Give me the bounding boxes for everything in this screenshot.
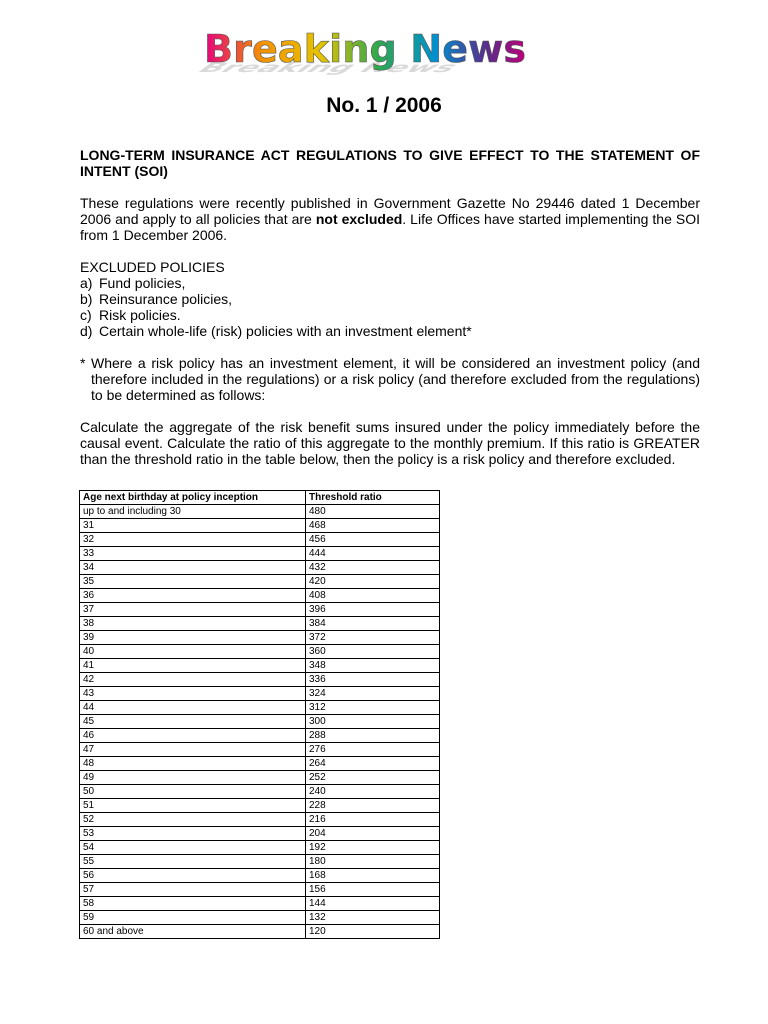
age-cell: 40: [80, 645, 306, 659]
table-row: [80, 925, 440, 939]
ratio-cell: 456: [306, 533, 440, 547]
age-cell: 54: [80, 841, 306, 855]
table-row: [80, 785, 440, 799]
table-row: [80, 911, 440, 925]
ratio-cell: 264: [306, 757, 440, 771]
age-cell: 41: [80, 659, 306, 673]
table-row: [80, 645, 440, 659]
age-cell: 59: [80, 911, 306, 925]
footnote-text: Where a risk policy has an investment element, it will be considered an investment policy (and therefore included in the regulations) or a risk policy (and therefore excluded from the regulations) to be determined as follows:: [91, 355, 700, 403]
table-row: [80, 575, 440, 589]
age-cell: 50: [80, 785, 306, 799]
ratio-cell: 300: [306, 715, 440, 729]
age-cell: 48: [80, 757, 306, 771]
age-cell: up to and including 30: [80, 505, 306, 519]
age-cell: 47: [80, 743, 306, 757]
table-row: [80, 897, 440, 911]
list-text: Certain whole-life (risk) policies with an investment element*: [99, 323, 472, 339]
age-cell: 45: [80, 715, 306, 729]
table-row: [80, 561, 440, 575]
ratio-cell: 384: [306, 617, 440, 631]
age-cell: 52: [80, 813, 306, 827]
list-item: [80, 323, 700, 339]
ratio-cell: 348: [306, 659, 440, 673]
table-header-row: [80, 491, 440, 505]
ratio-cell: 120: [306, 925, 440, 939]
age-cell: 55: [80, 855, 306, 869]
footnote-marker: *: [80, 355, 86, 371]
table-row: [80, 547, 440, 561]
ratio-cell: 252: [306, 771, 440, 785]
article-heading: LONG-TERM INSURANCE ACT REGULATIONS TO GIVE EFFECT TO THE STATEMENT OF INTENT (SOI): [80, 147, 700, 179]
ratio-cell: 288: [306, 729, 440, 743]
age-cell: 31: [80, 519, 306, 533]
ratio-cell: 480: [306, 505, 440, 519]
table-row: [80, 533, 440, 547]
age-cell: 33: [80, 547, 306, 561]
age-cell: 53: [80, 827, 306, 841]
list-item: [80, 275, 700, 291]
ratio-cell: 420: [306, 575, 440, 589]
table-row: [80, 729, 440, 743]
table-row: [80, 757, 440, 771]
table-row: [80, 743, 440, 757]
ratio-cell: 396: [306, 603, 440, 617]
ratio-cell: 360: [306, 645, 440, 659]
age-cell: 60 and above: [80, 925, 306, 939]
list-marker: d): [80, 323, 93, 339]
ratio-cell: 192: [306, 841, 440, 855]
age-cell: 49: [80, 771, 306, 785]
intro-text-2: . Life Offices have started implementing the SOI from 1 December 2006.: [80, 211, 700, 243]
ratio-cell: 168: [306, 869, 440, 883]
intro-paragraph: [80, 195, 700, 243]
ratio-cell: 228: [306, 799, 440, 813]
table-row: [80, 799, 440, 813]
age-cell: 35: [80, 575, 306, 589]
age-cell: 44: [80, 701, 306, 715]
age-cell: 38: [80, 617, 306, 631]
ratio-cell: 336: [306, 673, 440, 687]
age-cell: 32: [80, 533, 306, 547]
logo-text: Breaking News: [204, 28, 526, 71]
table-row: [80, 869, 440, 883]
table-row: [80, 589, 440, 603]
age-cell: 39: [80, 631, 306, 645]
header-age: Age next birthday at policy inception: [80, 491, 306, 505]
table-row: [80, 631, 440, 645]
table-row: [80, 771, 440, 785]
ratio-cell: 180: [306, 855, 440, 869]
ratio-cell: 468: [306, 519, 440, 533]
age-cell: 57: [80, 883, 306, 897]
table-row: [80, 617, 440, 631]
age-cell: 42: [80, 673, 306, 687]
table-row: [80, 855, 440, 869]
list-marker: a): [80, 275, 93, 291]
age-cell: 46: [80, 729, 306, 743]
ratio-cell: 444: [306, 547, 440, 561]
table-row: [80, 715, 440, 729]
breaking-news-logo: [190, 28, 540, 88]
article-body: [80, 147, 700, 467]
age-cell: 56: [80, 869, 306, 883]
table-row: [80, 827, 440, 841]
table-body: [80, 505, 440, 939]
ratio-cell: 276: [306, 743, 440, 757]
logo-shadow: Breaking News: [191, 59, 465, 76]
age-cell: 34: [80, 561, 306, 575]
ratio-cell: 132: [306, 911, 440, 925]
intro-text-1: These regulations were recently published in Government Gazette No 29446 dated 1 December 2006 and apply to all policies that are: [80, 195, 700, 227]
list-text: Risk policies.: [99, 307, 181, 323]
table-row: [80, 883, 440, 897]
ratio-cell: 216: [306, 813, 440, 827]
excluded-list: [80, 275, 700, 339]
ratio-cell: 312: [306, 701, 440, 715]
table-row: [80, 841, 440, 855]
list-item: [80, 291, 700, 307]
table-row: [80, 673, 440, 687]
ratio-cell: 156: [306, 883, 440, 897]
calculation-paragraph: Calculate the aggregate of the risk benefit sums insured under the policy immediately before the causal event. Calculate the ratio of this aggregate to the monthly premium. If this ratio is GREATER than the threshold ratio in the table below, then the policy is a risk policy and therefore excluded.: [80, 419, 700, 467]
age-cell: 51: [80, 799, 306, 813]
issue-number: No. 1 / 2006: [326, 94, 442, 117]
ratio-cell: 432: [306, 561, 440, 575]
footnote: [80, 355, 700, 403]
list-item: [80, 307, 700, 323]
table-row: [80, 701, 440, 715]
ratio-cell: 240: [306, 785, 440, 799]
list-marker: c): [80, 307, 92, 323]
table-row: [80, 519, 440, 533]
list-text: Reinsurance policies,: [99, 291, 233, 307]
ratio-cell: 372: [306, 631, 440, 645]
list-marker: b): [80, 291, 93, 307]
ratio-cell: 324: [306, 687, 440, 701]
header-threshold: Threshold ratio: [306, 491, 440, 505]
table-row: [80, 659, 440, 673]
age-cell: 36: [80, 589, 306, 603]
table-row: [80, 505, 440, 519]
table-row: [80, 813, 440, 827]
list-text: Fund policies,: [99, 275, 186, 291]
age-cell: 37: [80, 603, 306, 617]
table-row: [80, 687, 440, 701]
ratio-cell: 144: [306, 897, 440, 911]
age-cell: 58: [80, 897, 306, 911]
threshold-ratio-table: [79, 490, 440, 939]
table-row: [80, 603, 440, 617]
ratio-cell: 408: [306, 589, 440, 603]
ratio-cell: 204: [306, 827, 440, 841]
intro-bold-text: not excluded: [315, 211, 403, 227]
excluded-title: EXCLUDED POLICIES: [80, 259, 225, 275]
age-cell: 43: [80, 687, 306, 701]
